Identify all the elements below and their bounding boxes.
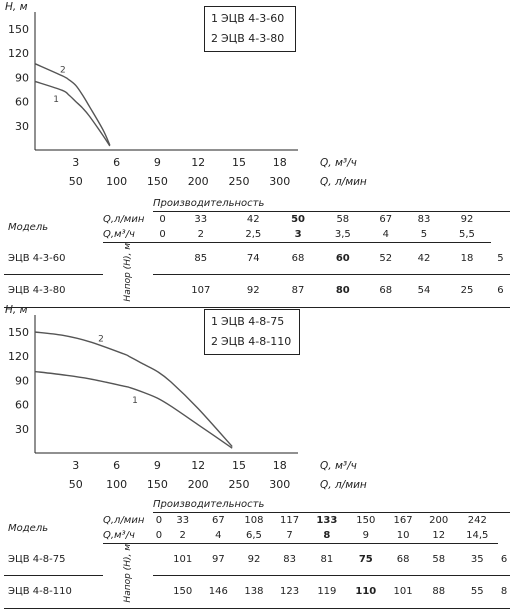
q-lmin-value: 58 bbox=[336, 214, 350, 225]
productivity-header: Производительность bbox=[153, 196, 510, 212]
series-label-1: 1 bbox=[53, 94, 59, 105]
napor-label bbox=[103, 544, 153, 609]
napor-label bbox=[103, 243, 153, 308]
x2-axis-label: Q, л/мин bbox=[320, 176, 367, 188]
chart-legend-2 bbox=[204, 309, 300, 355]
y-tick-label: 90 bbox=[15, 71, 29, 85]
head-value: 92 bbox=[236, 544, 272, 576]
x-tick-label: 18 bbox=[272, 156, 287, 169]
table-row bbox=[4, 544, 510, 576]
model-name: ЭЦВ 4-8-75 bbox=[4, 544, 103, 576]
head-value: 119 bbox=[307, 576, 346, 608]
series-line-1 bbox=[35, 81, 110, 146]
q-m3h-label: Q,м³/ч bbox=[103, 528, 153, 544]
x-tick-label: 3 bbox=[72, 156, 80, 169]
napor-label-text: Напор (Н), м bbox=[123, 544, 133, 603]
y-tick-label: 90 bbox=[15, 374, 29, 388]
head-value: 18 bbox=[443, 243, 491, 275]
x2-tick-label: 200 bbox=[187, 175, 209, 188]
x-axis-label: Q, м³/ч bbox=[320, 157, 357, 169]
pump-chart-section-2 bbox=[0, 303, 522, 603]
x2-tick-label: 50 bbox=[68, 478, 83, 491]
table-header-row bbox=[4, 196, 510, 212]
table-cell bbox=[153, 243, 172, 275]
head-value: 110 bbox=[346, 576, 385, 608]
x2-tick-label: 250 bbox=[228, 175, 250, 188]
q-lmin-value: 108 bbox=[244, 515, 264, 526]
q-lmin-value: 92 bbox=[460, 214, 474, 225]
q-lmin-value: 167 bbox=[393, 515, 413, 526]
x-tick-label: 9 bbox=[153, 459, 161, 472]
series-label-2: 2 bbox=[60, 65, 66, 76]
q-m3h-value: 4 bbox=[201, 528, 237, 544]
head-value: 74 bbox=[229, 243, 277, 275]
x2-tick-label: 250 bbox=[228, 478, 250, 491]
x2-tick-label: 50 bbox=[68, 175, 83, 188]
y-tick-label: 60 bbox=[15, 95, 29, 109]
q-lmin-value: 242 bbox=[467, 515, 487, 526]
q-lmin-label: Q,л/мин bbox=[103, 514, 145, 526]
q-m3h-value: 2 bbox=[165, 528, 201, 544]
q-m3h-label: Q,м³/ч bbox=[103, 227, 153, 243]
q-m3h-value: 12 bbox=[421, 528, 457, 544]
table-row bbox=[4, 212, 510, 228]
q-lmin-value: 0 bbox=[159, 214, 166, 225]
q-m3h-value: 0 bbox=[153, 227, 172, 243]
head-value: 8 bbox=[498, 576, 510, 608]
head-value: 52 bbox=[367, 243, 405, 275]
head-value: 35 bbox=[457, 544, 499, 576]
q-m3h-value: 5 bbox=[405, 227, 443, 243]
q-lmin-value: 67 bbox=[379, 214, 393, 225]
table-cell bbox=[4, 196, 103, 212]
head-value: 25 bbox=[443, 275, 491, 307]
q-lmin-label: Q,л/мин bbox=[103, 213, 145, 225]
head-value: 85 bbox=[172, 243, 229, 275]
pump-chart-section-1 bbox=[0, 0, 522, 302]
y-tick-label: 60 bbox=[15, 398, 29, 412]
x2-tick-label: 150 bbox=[146, 175, 168, 188]
x-tick-label: 12 bbox=[191, 459, 206, 472]
table-row bbox=[4, 243, 510, 275]
head-value: 68 bbox=[385, 544, 421, 576]
head-value: 75 bbox=[346, 544, 385, 576]
head-value: 80 bbox=[319, 275, 367, 307]
x2-tick-label: 300 bbox=[269, 175, 291, 188]
x-tick-label: 18 bbox=[272, 459, 287, 472]
head-value: 60 bbox=[319, 243, 367, 275]
head-value: 138 bbox=[236, 576, 272, 608]
q-m3h-value: 3 bbox=[277, 227, 319, 243]
x2-tick-label: 200 bbox=[187, 478, 209, 491]
x-tick-label: 6 bbox=[113, 156, 121, 169]
q-lmin-value: 0 bbox=[155, 515, 163, 526]
head-value: 88 bbox=[421, 576, 457, 608]
q-lmin-value: 33 bbox=[176, 515, 190, 526]
legend-item: 1 ЭЦВ 4-3-60 bbox=[211, 12, 285, 25]
x2-axis-label: Q, л/мин bbox=[320, 479, 367, 491]
q-m3h-value: 6,5 bbox=[236, 528, 272, 544]
q-lmin-value: 133 bbox=[316, 515, 338, 526]
y-axis-label: Н, м bbox=[5, 1, 28, 13]
q-lmin-value: 33 bbox=[194, 214, 208, 225]
head-value: 107 bbox=[172, 275, 229, 307]
head-value: 68 bbox=[367, 275, 405, 307]
productivity-header: Производительность bbox=[153, 497, 510, 513]
model-name: ЭЦВ 4-8-110 bbox=[4, 576, 103, 608]
series-line-2 bbox=[35, 64, 110, 145]
table-cell bbox=[153, 576, 165, 608]
y-tick-label: 30 bbox=[15, 119, 29, 133]
model-header: Модель bbox=[8, 221, 49, 233]
performance-table-2 bbox=[4, 497, 510, 609]
table-row bbox=[4, 513, 510, 529]
q-lmin-value: 117 bbox=[280, 515, 300, 526]
series-label-1: 1 bbox=[132, 396, 138, 407]
q-m3h-value: 0 bbox=[153, 528, 165, 544]
q-m3h-value: 3,5 bbox=[319, 227, 367, 243]
table-cell bbox=[4, 497, 103, 513]
head-value: 42 bbox=[405, 243, 443, 275]
x2-tick-label: 300 bbox=[269, 478, 291, 491]
table-cell bbox=[153, 544, 165, 576]
model-header: Модель bbox=[8, 522, 49, 534]
x-tick-label: 6 bbox=[113, 459, 121, 472]
legend-item: 1 ЭЦВ 4-8-75 bbox=[211, 315, 285, 328]
y-tick-label: 120 bbox=[8, 47, 29, 61]
head-value: 6 bbox=[491, 275, 510, 307]
head-value: 150 bbox=[165, 576, 201, 608]
q-lmin-value: 83 bbox=[417, 214, 431, 225]
table-cell bbox=[103, 497, 153, 513]
x-axis-label: Q, м³/ч bbox=[320, 460, 357, 472]
x2-tick-label: 100 bbox=[106, 478, 128, 491]
chart-legend-1 bbox=[204, 6, 296, 52]
x2-tick-label: 150 bbox=[146, 478, 168, 491]
q-m3h-value: 7 bbox=[272, 528, 308, 544]
legend-item: 2 ЭЦВ 4-8-110 bbox=[211, 335, 292, 348]
table-cell bbox=[103, 196, 153, 212]
head-value: 83 bbox=[272, 544, 308, 576]
table-header-row bbox=[4, 497, 510, 513]
q-m3h-value: 2 bbox=[172, 227, 229, 243]
q-m3h-value: 9 bbox=[346, 528, 385, 544]
q-m3h-value: 10 bbox=[385, 528, 421, 544]
head-value: 6 bbox=[498, 544, 510, 576]
y-tick-label: 30 bbox=[15, 422, 29, 436]
q-lmin-value: 200 bbox=[429, 515, 449, 526]
napor-label-text: Напор (Н), м bbox=[123, 243, 133, 302]
series-line-1 bbox=[35, 372, 232, 449]
q-m3h-value: 14,5 bbox=[457, 528, 499, 544]
model-name: ЭЦВ 4-3-60 bbox=[4, 243, 103, 275]
x-tick-label: 9 bbox=[153, 156, 161, 169]
y-tick-label: 150 bbox=[8, 326, 29, 339]
q-m3h-value: 5,5 bbox=[443, 227, 491, 243]
x-tick-label: 15 bbox=[232, 459, 246, 472]
q-lmin-value: 42 bbox=[246, 214, 260, 225]
y-tick-label: 120 bbox=[8, 350, 29, 364]
head-value: 5 bbox=[491, 243, 510, 275]
head-value: 58 bbox=[421, 544, 457, 576]
head-value: 81 bbox=[307, 544, 346, 576]
head-value: 68 bbox=[277, 243, 319, 275]
q-m3h-value: 8 bbox=[307, 528, 346, 544]
head-value: 87 bbox=[277, 275, 319, 307]
series-label-2: 2 bbox=[98, 334, 104, 345]
q-m3h-value: 2,5 bbox=[229, 227, 277, 243]
head-value: 146 bbox=[201, 576, 237, 608]
head-value: 97 bbox=[201, 544, 237, 576]
head-value: 92 bbox=[229, 275, 277, 307]
q-lmin-value: 50 bbox=[291, 214, 305, 225]
head-value: 123 bbox=[272, 576, 308, 608]
head-value: 54 bbox=[405, 275, 443, 307]
q-m3h-value: 4 bbox=[367, 227, 405, 243]
x-tick-label: 3 bbox=[72, 459, 80, 472]
head-value: 55 bbox=[457, 576, 499, 608]
head-value: 101 bbox=[165, 544, 201, 576]
y-tick-label: 150 bbox=[8, 23, 29, 36]
table-row bbox=[4, 576, 510, 608]
legend-item: 2 ЭЦВ 4-3-80 bbox=[211, 32, 285, 45]
q-lmin-value: 67 bbox=[211, 515, 225, 526]
model-name: ЭЦВ 4-3-80 bbox=[4, 275, 103, 307]
performance-table-1 bbox=[4, 196, 510, 308]
x2-tick-label: 100 bbox=[106, 175, 128, 188]
x-tick-label: 15 bbox=[232, 156, 246, 169]
x-tick-label: 12 bbox=[191, 156, 206, 169]
head-value: 101 bbox=[385, 576, 421, 608]
q-lmin-value: 150 bbox=[356, 515, 376, 526]
y-axis-label: Н, м bbox=[5, 304, 28, 316]
